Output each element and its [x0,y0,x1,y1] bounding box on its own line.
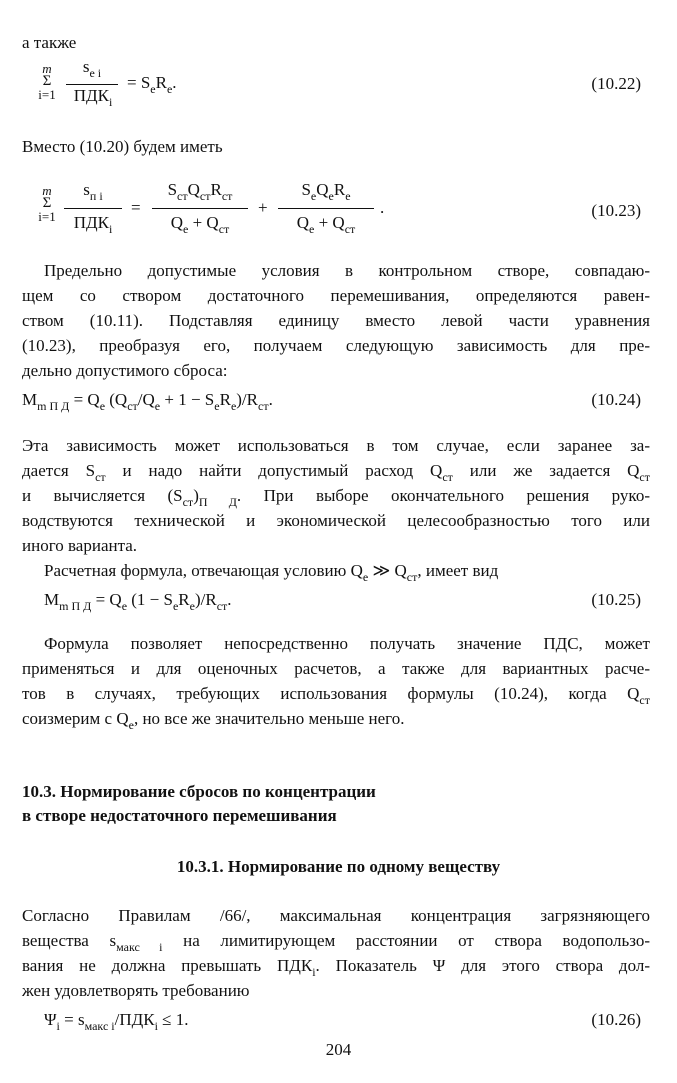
text-line: Вместо (10.20) будем иметь [22,137,223,156]
section-heading [22,780,376,828]
paragraph-line: дается $S_{ст}$ и надо найти допустимый расход $Q_{ст}$ или же задается $Q_{ст}$ [22,461,650,484]
page-number: 204 [325,1040,352,1059]
paragraph-line: применяться и для оценочных расчетов, а также для вариантных расче- [22,659,650,678]
equation-number: (10.25) [591,590,641,609]
fraction-numerator: $s_{п i}$ [83,180,103,203]
paragraph-line: жен удовлетворять требованию [22,981,250,1000]
paragraph-line: вания не должна превышать $ПДК_i$. Показатель Ψ для этого створа дол- [22,956,650,979]
paragraph-line: дельно допустимого сброса: [22,361,228,380]
paragraph-line: Формула позволяет непосредственно получать значение ПДС, может [44,634,650,653]
section-heading-line: 10.3. Нормирование сбросов по концентрации [22,782,376,801]
paragraph-line: Согласно Правилам /66/, максимальная концентрация загрязняющего [22,906,650,925]
fraction-denominator: $ПДК_i$ [73,86,113,109]
plus-sign: + [258,198,268,217]
paragraph-line: соизмерим с $Q_e$, но все же значительно меньше него. [22,709,405,732]
paragraph-line: (10.23), преобразуя его, получаем следующую зависимость для пре- [22,336,650,355]
paragraph [22,433,650,583]
fraction-bar [64,208,122,209]
paragraph-line: и вычисляется $(S_{ст})_{П Д}$. При выборе окончательного решения руко- [22,486,650,509]
paragraph-line: иного варианта. [22,536,138,555]
equation-body: $M_{m П Д} = Q_e$ $(Q_{ст}/Q_e + 1 - S_eR_e)/R_{ст}$. [22,390,273,413]
paragraph [22,258,650,383]
paragraph-line: щем со створом достаточного перемешивания, определяются равен- [22,286,650,305]
equation-number: (10.26) [591,1010,641,1029]
paragraph-line: Предельно допустимые условия в контрольном створе, совпадаю- [44,261,650,280]
equation-number: (10.23) [591,201,641,220]
section-heading-line: в створе недостаточного перемешивания [22,806,337,825]
equation-number: (10.22) [591,74,641,93]
equation-number: (10.24) [591,390,641,409]
fraction-denominator: $Q_e + Q_{ст}$ [296,213,356,236]
paragraph [22,903,650,1003]
equation-rhs: = $S_eR_e$. [127,73,177,96]
equation-body: $M_{m П Д} = Q_e$ $(1 - S_eR_e)/R_{ст}$. [44,590,232,613]
paragraph-line: Расчетная формула, отвечающая условию $Q_e$ ≫ $Q_{ст}$, имеет вид [44,561,499,584]
fraction-denominator: $ПДК_i$ [73,213,113,236]
summation-symbol: m Σ i=1 [38,183,56,224]
equation-body: $\Psi_i = s_{макс i}/ПДК_i \le 1$. [44,1010,189,1033]
equals-sign: = [131,198,141,217]
paragraph-line: ством (10.11). Подставляя единицу вместо левой части уравнения [22,311,650,330]
fraction-denominator: $Q_e + Q_{ст}$ [170,213,230,236]
paragraph-line: вещества $s_{макс i}$ на лимитирующем расстоянии от створа водопользо- [22,931,651,954]
fraction-numerator: $S_{ст}Q_{ст}R_{ст}$ [167,180,233,203]
paragraph-line: водствуются технической и экономической целесообразностью того или [22,511,650,530]
paragraph [22,631,650,731]
fraction-bar [278,208,374,209]
fraction-numerator: $s_{e i}$ [82,57,102,80]
paragraph-line: тов в случаях, требующих использования формулы (10.24), когда $Q_{ст}$ [22,684,650,707]
period: . [380,198,385,217]
intro-text: а также [22,33,77,52]
subsection-heading: 10.3.1. Нормирование по одному веществу [176,857,501,876]
fraction-numerator: $S_eQ_eR_e$ [301,180,351,203]
paragraph-line: Эта зависимость может использоваться в том случае, если заранее за- [22,436,650,455]
fraction-bar [66,84,118,85]
fraction-bar [152,208,248,209]
summation-symbol: m Σ i=1 [38,61,56,102]
